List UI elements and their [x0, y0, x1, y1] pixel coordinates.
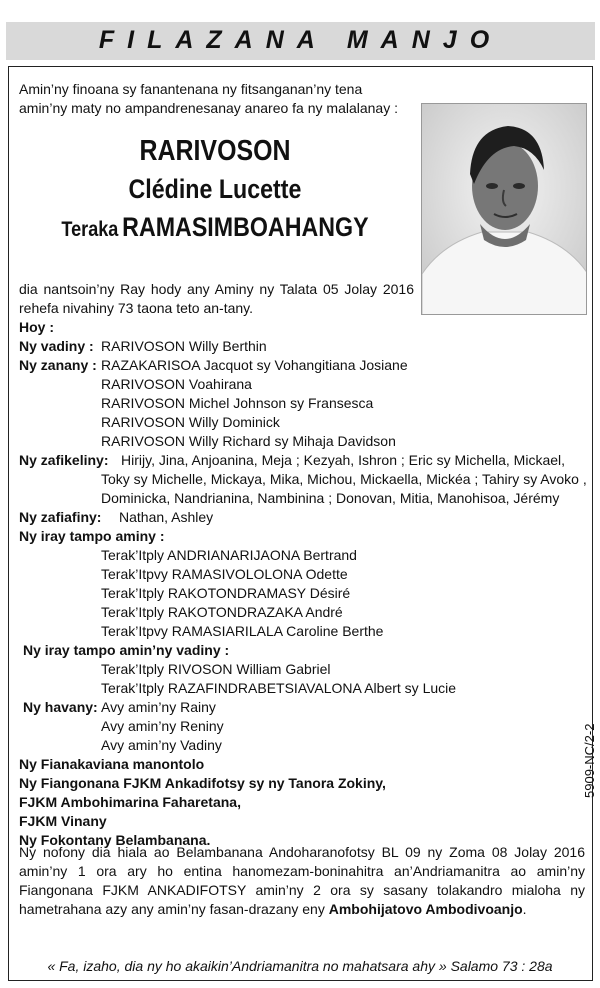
list-item: RARIVOSON Willy Richard sy Mihaja Davidson: [101, 433, 396, 449]
list-item: RARIVOSON Voahirana: [101, 376, 252, 392]
relatives-label: Ny havany:: [23, 699, 98, 715]
death-notice: dia nantsoin’ny Ray hody any Aminy ny Talata 05 Jolay 2016 rehefa nivahiny 73 taona teto an-tany.: [19, 281, 414, 316]
list-item: Terak’Itply RAKOTONDRAZAKA André: [101, 604, 343, 620]
list-item: Terak’Itply ANDRIANARIJAONA Bertrand: [101, 547, 357, 563]
funeral-notice: [19, 843, 585, 919]
list-item: Avy amin’ny Vadiny: [101, 737, 222, 753]
hoy-label: Hoy :: [19, 319, 54, 335]
deceased-maiden-name: [47, 208, 382, 251]
list-item: Terak’Itply RAZAFINDRABETSIAVALONA Albert sy Lucie: [101, 680, 457, 696]
list-item: Avy amin’ny Reniny: [101, 718, 224, 734]
list-item: Avy amin’ny Rainy: [101, 699, 216, 715]
list-item: Terak’Itply RIVOSON William Gabriel: [101, 661, 331, 677]
spouse-label: Ny vadiny :: [19, 338, 94, 354]
grandchildren-line-2: Toky sy Michelle, Mickaya, Mika, Michou, Mickaella, Mickéa ; Tahiry sy Avoko ,: [101, 471, 587, 487]
deceased-given-names: Clédine Lucette: [128, 174, 302, 204]
reference-code: 5909-NC/2-2: [582, 723, 597, 798]
list-item: RARIVOSON Michel Johnson sy Fransesca: [101, 395, 374, 411]
children-label: Ny zanany :: [19, 357, 97, 373]
list-item: FJKM Ambohimarina Faharetana,: [19, 794, 241, 810]
header-banner: [6, 22, 595, 60]
spouse-name: RARIVOSON Willy Berthin: [101, 338, 267, 354]
notice-title: FILAZANA MANJO: [98, 26, 503, 54]
list-item: Ny Fiangonana FJKM Ankadifotsy sy ny Tanora Zokiny,: [19, 775, 386, 791]
bible-quote: « Fa, izaho, dia ny ho akaikin’Andriamanitra no mahatsara ahy » Salamo 73 : 28a: [47, 958, 553, 974]
grandchildren-line-3: Dominicka, Nandrianina, Nambinina ; Donovan, Mitia, Manohisoa, Jérémy: [101, 490, 560, 506]
grandchildren-line-1: Hirijy, Jina, Anjoanina, Meja ; Kezyah, Ishron ; Eric sy Michella, Mickael,: [121, 452, 566, 468]
list-item: Terak’Itpvy RAMASIARILALA Caroline Berthe: [101, 623, 384, 639]
funeral-end: .: [522, 901, 527, 917]
portrait-photo-icon: [422, 104, 587, 315]
list-item: Terak’Itply RAKOTONDRAMASY Désiré: [101, 585, 351, 601]
funeral-text: Ny nofony dia hiala ao Belambanana Andoharanofotsy BL 09 ny Zoma 08 Jolay 2016 amin’ny 1 ora ary ho entina hanomezam-boninahitra an’Andriamanitra ao amin’ny Fiangonana FJKM ANKADIFOTSY amin’ny 2 ora sy sasany tolakandro mialoha ny hametrahana azy any amin’ny fasan-drazany eny: [19, 844, 585, 917]
great-grandchildren: Nathan, Ashley: [119, 509, 214, 525]
siblings-label: Ny iray tampo aminy :: [19, 528, 165, 544]
list-item: FJKM Vinany: [19, 813, 107, 829]
intro-text: Amin’ny finoana sy fanantenana ny fitsanganan’ny tena amin’ny maty no ampandrenesanay anareo fa ny malalanay :: [19, 81, 398, 116]
deceased-name-block: [20, 132, 410, 251]
grandchildren-label: Ny zafikeliny:: [19, 452, 109, 468]
maiden-surname: RAMASIMBOAHANGY: [122, 212, 369, 242]
burial-place: Ambohijatovo Ambodivoanjo: [328, 901, 523, 917]
list-item: RAZAKARISOA Jacquot sy Vohangitiana Josiane: [101, 357, 408, 373]
list-item: Ny Fokontany Belambanana.: [19, 832, 211, 848]
great-grandchildren-label: Ny zafiafiny:: [19, 509, 102, 525]
born-prefix: Teraka: [61, 218, 119, 241]
list-item: Ny Fianakaviana manontolo: [19, 756, 205, 772]
deceased-surname: RARIVOSON: [139, 135, 291, 167]
list-item: RARIVOSON Willy Dominick: [101, 414, 280, 430]
spouse-siblings-label: Ny iray tampo amin’ny vadiny :: [23, 642, 230, 658]
portrait-photo: [421, 103, 587, 315]
list-item: Terak’Itpvy RAMASIVOLOLONA Odette: [101, 566, 348, 582]
